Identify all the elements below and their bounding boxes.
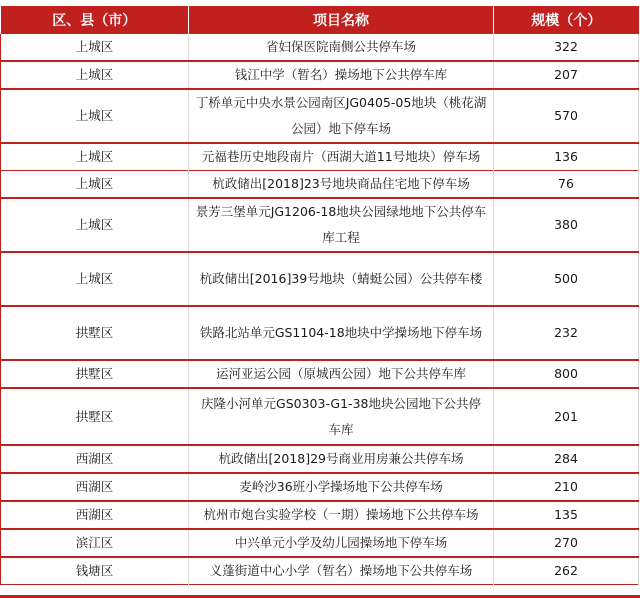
cell-scale: 232: [494, 306, 639, 360]
cell-scale: 210: [494, 473, 639, 501]
cell-project-name: 杭政储出[2018]29号商业用房兼公共停车场: [189, 445, 494, 473]
cell-project-name: 杭政储出[2018]23号地块商品住宅地下停车场: [189, 171, 494, 199]
parking-table: [0, 6, 639, 585]
cell-project-name: 杭政储出[2016]39号地块（蜻蜓公园）公共停车楼: [189, 252, 494, 306]
table-row: [1, 89, 639, 143]
cell-district: 西湖区: [1, 501, 189, 529]
cell-project-name: 中兴单元小学及幼儿园操场地下停车场: [189, 529, 494, 557]
cell-district: 上城区: [1, 34, 189, 61]
cell-scale: 136: [494, 143, 639, 171]
cell-project-name: 景芳三堡单元JG1206-18地块公园绿地地下公共停车库工程: [189, 198, 494, 252]
cell-project-name: 庆隆小河单元GS0303-G1-38地块公园地下公共停车库: [189, 388, 494, 445]
cell-scale: 135: [494, 501, 639, 529]
cell-project-name: 丁桥单元中央水景公园南区JG0405-05地块（桃花湖公园）地下停车场: [189, 89, 494, 143]
cell-project-name: 元福巷历史地段南片（西湖大道11号地块）停车场: [189, 143, 494, 171]
cell-scale: 207: [494, 61, 639, 89]
table-row: [1, 557, 639, 585]
cell-scale: 570: [494, 89, 639, 143]
table-row: [1, 445, 639, 473]
cell-scale: 270: [494, 529, 639, 557]
table-row: [1, 473, 639, 501]
table-row: [1, 501, 639, 529]
cell-district: 上城区: [1, 252, 189, 306]
header-row: [1, 6, 639, 34]
cell-scale: 322: [494, 34, 639, 61]
cell-district: 西湖区: [1, 473, 189, 501]
cell-district: 上城区: [1, 198, 189, 252]
cell-district: 钱塘区: [1, 557, 189, 585]
cell-district: 拱墅区: [1, 360, 189, 388]
cell-project-name: 杭州市炮台实验学校（一期）操场地下公共停车场: [189, 501, 494, 529]
cell-project-name: 铁路北站单元GS1104-18地块中学操场地下停车场: [189, 306, 494, 360]
table-row: [1, 306, 639, 360]
header-district: 区、县（市）: [1, 6, 189, 34]
cell-project-name: 钱江中学（暂名）操场地下公共停车库: [189, 61, 494, 89]
cell-project-name: 运河亚运公园（原城西公园）地下公共停车库: [189, 360, 494, 388]
cell-district: 上城区: [1, 143, 189, 171]
header-scale: 规模（个）: [494, 6, 639, 34]
cell-project-name: 省妇保医院南侧公共停车场: [189, 34, 494, 61]
table-row: [1, 252, 639, 306]
cell-project-name: 义蓬街道中心小学（暂名）操场地下公共停车场: [189, 557, 494, 585]
cell-scale: 76: [494, 171, 639, 199]
cell-scale: 262: [494, 557, 639, 585]
cell-scale: 500: [494, 252, 639, 306]
cell-district: 拱墅区: [1, 306, 189, 360]
table-row: [1, 34, 639, 61]
cell-scale: 800: [494, 360, 639, 388]
cell-district: 上城区: [1, 61, 189, 89]
cell-scale: 380: [494, 198, 639, 252]
table-row: [1, 388, 639, 445]
cell-district: 上城区: [1, 171, 189, 199]
table-row: [1, 529, 639, 557]
cell-scale: 201: [494, 388, 639, 445]
cell-project-name: 麦岭沙36班小学操场地下公共停车场: [189, 473, 494, 501]
cell-district: 滨江区: [1, 529, 189, 557]
table-row: [1, 198, 639, 252]
table-row: [1, 171, 639, 199]
cell-scale: 284: [494, 445, 639, 473]
cell-district: 上城区: [1, 89, 189, 143]
table-row: [1, 61, 639, 89]
table-row: [1, 143, 639, 171]
table-row: [1, 360, 639, 388]
cell-district: 拱墅区: [1, 388, 189, 445]
cell-district: 西湖区: [1, 445, 189, 473]
header-project-name: 项目名称: [189, 6, 494, 34]
